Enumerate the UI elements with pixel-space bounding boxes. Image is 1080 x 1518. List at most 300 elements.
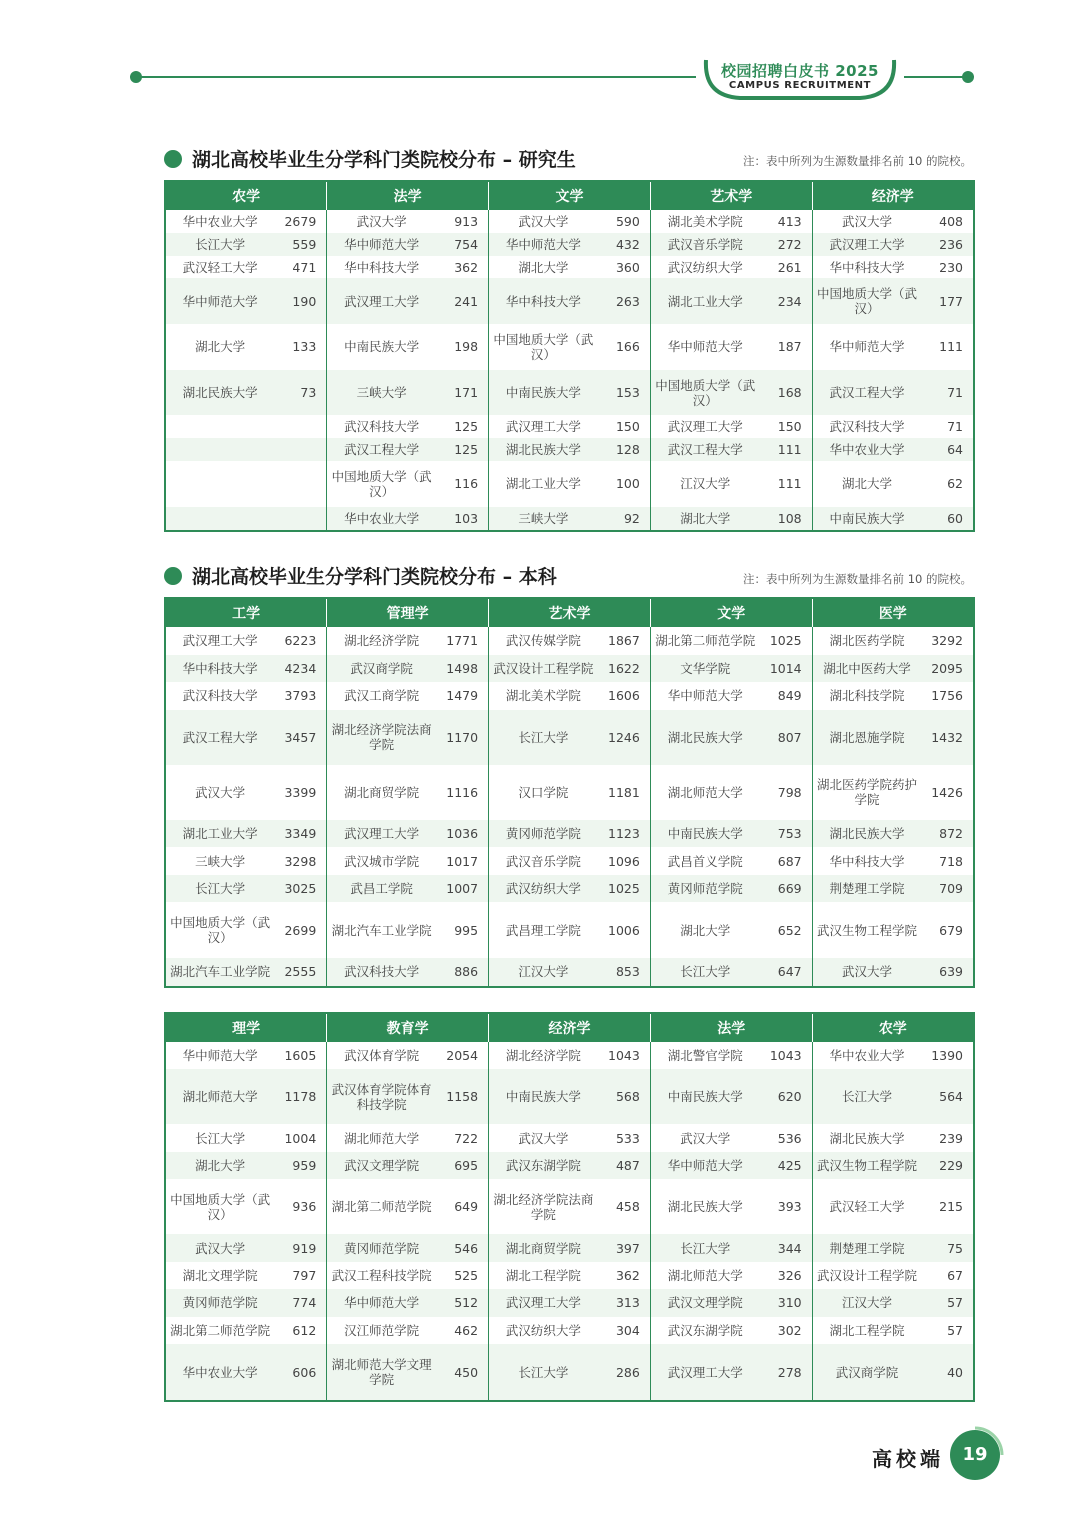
student-count: 695 — [436, 1152, 489, 1179]
school-name: 中南民族大学 — [650, 820, 759, 848]
school-name: 湖北经济学院 — [344, 633, 420, 649]
student-count: 1178 — [274, 1069, 327, 1124]
student-count: 304 — [598, 1317, 651, 1344]
student-count: 190 — [274, 278, 327, 324]
column-header: 农学 — [812, 1013, 974, 1042]
student-count: 1181 — [598, 765, 651, 820]
school-name: 湖北医药学院药护学院 — [816, 777, 917, 808]
table-row — [165, 627, 974, 655]
school-name: 武汉商学院 — [812, 1344, 921, 1401]
student-count: 872 — [921, 820, 974, 848]
school-name: 湖北师范大学 — [667, 1267, 743, 1283]
school-name: 华中师范大学 — [489, 233, 598, 256]
student-count: 60 — [921, 507, 974, 531]
school-name: 湖北工业大学 — [505, 476, 581, 492]
school-name: 长江大学 — [650, 1234, 759, 1261]
school-name: 湖北第二师范学院 — [331, 1199, 432, 1215]
student-count: 360 — [598, 256, 651, 279]
student-count: 302 — [760, 1317, 813, 1344]
student-count: 2555 — [274, 958, 327, 987]
school-name: 三峡大学 — [489, 507, 598, 531]
table-row — [165, 1124, 974, 1151]
table-row — [165, 820, 974, 848]
school-name: 武汉科技大学 — [829, 419, 905, 435]
student-count: 187 — [760, 324, 813, 370]
school-name: 华中科技大学 — [165, 655, 274, 683]
student-count: 1007 — [436, 875, 489, 903]
column-header: 农学 — [165, 181, 327, 210]
header-rule-right — [904, 76, 966, 78]
student-count: 3349 — [274, 820, 327, 848]
school-name: 华中科技大学 — [829, 853, 905, 869]
school-name: 中国地质大学（武汉） — [331, 468, 432, 499]
school-name: 中南民族大学 — [650, 1069, 759, 1124]
student-count: 913 — [436, 210, 489, 233]
school-name: 武汉文理学院 — [650, 1289, 759, 1316]
student-count: 936 — [274, 1179, 327, 1234]
student-count: 853 — [598, 958, 651, 987]
header-right-dot — [962, 71, 974, 83]
school-name: 汉口学院 — [518, 784, 569, 800]
table-row — [165, 875, 974, 903]
student-count: 393 — [760, 1179, 813, 1234]
school-name: 武昌首义学院 — [667, 853, 743, 869]
student-count: 3025 — [274, 875, 327, 903]
student-count: 1017 — [436, 847, 489, 875]
school-name: 武汉音乐学院 — [505, 853, 581, 869]
student-count: 236 — [921, 233, 974, 256]
student-count: 1043 — [760, 1042, 813, 1069]
student-count: 103 — [436, 507, 489, 531]
school-name: 华中师范大学 — [327, 233, 436, 256]
school-name: 湖北民族大学 — [812, 820, 921, 848]
school-name: 武汉文理学院 — [327, 1152, 436, 1179]
school-name: 湖北商贸学院 — [344, 784, 420, 800]
student-count: 241 — [436, 278, 489, 324]
student-count: 234 — [760, 278, 813, 324]
table-row — [165, 233, 974, 256]
school-name: 武汉理工大学 — [327, 820, 436, 848]
student-count: 4234 — [274, 655, 327, 683]
school-name: 华中科技大学 — [829, 259, 905, 275]
school-name: 武汉理工大学 — [667, 419, 743, 435]
school-name: 中南民族大学 — [489, 370, 598, 416]
student-count: 669 — [760, 875, 813, 903]
student-count: 92 — [598, 507, 651, 531]
student-count: 652 — [760, 902, 813, 957]
student-count: 3457 — [274, 710, 327, 765]
student-count: 3298 — [274, 847, 327, 875]
school-name: 武汉大学 — [680, 1130, 731, 1146]
school-name: 长江大学 — [650, 958, 759, 987]
school-name — [165, 461, 274, 507]
student-count — [274, 461, 327, 507]
table-row — [165, 1042, 974, 1069]
school-name: 湖北美术学院 — [667, 213, 743, 229]
school-name: 武汉轻工大学 — [182, 259, 258, 275]
school-name: 中南民族大学 — [812, 507, 921, 531]
student-count: 512 — [436, 1289, 489, 1316]
student-count: 639 — [921, 958, 974, 987]
student-count: 450 — [436, 1344, 489, 1401]
table-row — [165, 461, 974, 507]
student-count: 1158 — [436, 1069, 489, 1124]
student-count: 1479 — [436, 682, 489, 710]
table-row — [165, 765, 974, 820]
table-row — [165, 1179, 974, 1234]
student-count: 620 — [760, 1069, 813, 1124]
school-name: 中国地质大学（武汉） — [650, 370, 759, 416]
school-name: 湖北工程学院 — [829, 1322, 905, 1338]
student-count: 647 — [760, 958, 813, 987]
student-count: 40 — [921, 1344, 974, 1401]
student-count: 408 — [939, 213, 963, 229]
school-name: 湖北民族大学 — [829, 1130, 905, 1146]
school-name: 湖北师范大学 — [165, 1069, 274, 1124]
student-count: 64 — [921, 438, 974, 461]
student-count — [274, 507, 327, 531]
student-count: 261 — [760, 256, 813, 279]
table-row — [165, 370, 974, 416]
student-count: 718 — [939, 853, 963, 869]
school-name: 湖北大学 — [841, 476, 892, 492]
brand-logo — [700, 56, 900, 100]
student-count: 229 — [921, 1152, 974, 1179]
school-name: 黄冈师范学院 — [327, 1234, 436, 1261]
school-name: 湖北工业大学 — [165, 820, 274, 848]
school-name: 湖北大学 — [518, 259, 569, 275]
student-count: 362 — [598, 1262, 651, 1289]
school-name: 湖北汽车工业学院 — [331, 922, 432, 938]
student-count: 687 — [760, 847, 813, 875]
student-count: 326 — [760, 1262, 813, 1289]
school-name: 武汉设计工程学院 — [489, 655, 598, 683]
table-header-row — [165, 181, 974, 210]
school-name: 湖北民族大学 — [165, 370, 274, 416]
school-name: 武汉理工大学 — [812, 233, 921, 256]
table-row — [165, 278, 974, 324]
student-count: 1606 — [598, 682, 651, 710]
school-name: 湖北第二师范学院 — [655, 633, 756, 649]
school-name: 武汉音乐学院 — [650, 233, 759, 256]
student-count: 774 — [274, 1289, 327, 1316]
school-name: 武汉纺织大学 — [489, 875, 598, 903]
school-name: 武汉纺织大学 — [505, 1322, 581, 1338]
undergraduate-table-1 — [164, 597, 975, 988]
page-number: 19 — [950, 1430, 1000, 1480]
footer-label: 高校端 — [872, 1447, 944, 1471]
school-name: 华中师范大学 — [327, 1289, 436, 1316]
student-count: 1025 — [760, 627, 813, 655]
school-name: 武汉纺织大学 — [667, 259, 743, 275]
school-name: 武汉工程大学 — [812, 370, 921, 416]
school-name: 华中农业大学 — [829, 1048, 905, 1064]
school-name: 武汉生物工程学院 — [816, 922, 917, 938]
school-name: 湖北经济学院法商学院 — [327, 710, 436, 765]
student-count: 71 — [947, 419, 963, 435]
student-count: 1170 — [436, 710, 489, 765]
student-count: 3399 — [274, 765, 327, 820]
school-name: 武汉大学 — [356, 213, 407, 229]
school-name: 黄冈师范学院 — [165, 1289, 274, 1316]
school-name: 中国地质大学（武汉） — [170, 1191, 271, 1222]
school-name: 武汉工程科技学院 — [331, 1267, 432, 1283]
student-count — [274, 438, 327, 461]
school-name: 华中农业大学 — [182, 213, 258, 229]
student-count: 116 — [436, 461, 489, 507]
section-title-undergraduate: 湖北高校毕业生分学科门类院校分布 – 本科 — [164, 562, 557, 589]
student-count: 111 — [760, 461, 813, 507]
school-name: 武汉工程大学 — [165, 710, 274, 765]
student-count: 568 — [598, 1069, 651, 1124]
student-count: 362 — [436, 256, 489, 279]
student-count: 75 — [921, 1234, 974, 1261]
student-count: 168 — [760, 370, 813, 416]
school-name: 湖北民族大学 — [650, 710, 759, 765]
section-note-undergraduate: 注：表中所列为生源数量排名前 10 的院校。 — [743, 572, 972, 586]
student-count: 1390 — [931, 1048, 963, 1064]
student-count: 679 — [939, 922, 963, 938]
school-name: 武昌理工学院 — [505, 922, 581, 938]
school-name: 武汉体育学院体育科技学院 — [327, 1069, 436, 1124]
student-count: 559 — [274, 233, 327, 256]
student-count: 1498 — [436, 655, 489, 683]
student-count: 272 — [760, 233, 813, 256]
student-count: 564 — [921, 1069, 974, 1124]
header-rule-left — [140, 76, 696, 78]
school-name: 武汉科技大学 — [327, 958, 436, 987]
school-name: 湖北警官学院 — [667, 1048, 743, 1064]
student-count: 215 — [939, 1199, 963, 1215]
school-name: 中南民族大学 — [344, 339, 420, 355]
school-name: 武汉工程大学 — [327, 438, 436, 461]
school-name: 湖北师范大学文理学院 — [327, 1344, 436, 1401]
school-name: 华中农业大学 — [327, 507, 436, 531]
school-name: 黄冈师范学院 — [650, 875, 759, 903]
graduate-table — [164, 180, 975, 532]
column-header: 艺术学 — [650, 181, 812, 210]
table-row — [165, 847, 974, 875]
school-name: 长江大学 — [195, 1130, 246, 1146]
school-name: 江汉大学 — [680, 476, 731, 492]
column-header: 经济学 — [812, 181, 974, 210]
student-count: 67 — [947, 1267, 963, 1283]
student-count: 753 — [760, 820, 813, 848]
table-row — [165, 210, 974, 233]
school-name: 武汉理工大学 — [505, 419, 581, 435]
school-name: 中国地质大学（武汉） — [493, 331, 594, 362]
school-name: 湖北科技学院 — [829, 688, 905, 704]
student-count: 125 — [436, 415, 489, 438]
school-name: 武汉大学 — [812, 958, 921, 987]
column-header: 工学 — [165, 598, 327, 627]
student-count: 125 — [436, 438, 489, 461]
student-count: 73 — [274, 370, 327, 416]
school-name: 武汉体育学院 — [344, 1048, 420, 1064]
school-name: 湖北医药学院 — [829, 633, 905, 649]
column-header: 医学 — [812, 598, 974, 627]
school-name: 武汉城市学院 — [344, 853, 420, 869]
student-count: 533 — [598, 1124, 651, 1151]
school-name: 武汉轻工大学 — [829, 1199, 905, 1215]
student-count: 413 — [760, 210, 813, 233]
school-name: 湖北汽车工业学院 — [165, 958, 274, 987]
student-count: 425 — [760, 1152, 813, 1179]
school-name: 湖北大学 — [680, 922, 731, 938]
student-count: 344 — [760, 1234, 813, 1261]
table-row — [165, 1317, 974, 1344]
school-name: 武汉大学 — [165, 1234, 274, 1261]
student-count: 1096 — [598, 847, 651, 875]
school-name: 武汉理工大学 — [489, 1289, 598, 1316]
school-name: 湖北师范大学 — [344, 1130, 420, 1146]
student-count: 471 — [274, 256, 327, 279]
student-count: 798 — [760, 765, 813, 820]
column-header: 理学 — [165, 1013, 327, 1042]
school-name: 华中师范大学 — [667, 688, 743, 704]
student-count: 462 — [436, 1317, 489, 1344]
student-count: 171 — [436, 370, 489, 416]
student-count: 536 — [760, 1124, 813, 1151]
school-name: 武汉传媒学院 — [505, 633, 581, 649]
table-row — [165, 958, 974, 987]
student-count: 649 — [436, 1179, 489, 1234]
student-count: 108 — [760, 507, 813, 531]
school-name: 武汉设计工程学院 — [816, 1267, 917, 1283]
student-count: 995 — [436, 902, 489, 957]
student-count: 62 — [947, 476, 963, 492]
school-name: 湖北大学 — [195, 339, 246, 355]
school-name: 长江大学 — [165, 233, 274, 256]
student-count: 797 — [274, 1262, 327, 1289]
student-count: 807 — [760, 710, 813, 765]
student-count: 111 — [760, 438, 813, 461]
school-name: 湖北民族大学 — [489, 438, 598, 461]
column-header: 法学 — [650, 1013, 812, 1042]
school-name: 湖北第二师范学院 — [170, 1322, 271, 1338]
school-name: 武汉东湖学院 — [667, 1322, 743, 1338]
student-count: 286 — [598, 1344, 651, 1401]
bullet-icon — [164, 567, 182, 585]
student-count: 1867 — [598, 627, 651, 655]
school-name: 华中师范大学 — [829, 339, 905, 355]
student-count: 133 — [274, 324, 327, 370]
brand-title-en: CAMPUS RECRUITMENT — [728, 80, 872, 91]
school-name: 文华学院 — [650, 655, 759, 683]
school-name: 华中师范大学 — [667, 339, 743, 355]
student-count: 754 — [436, 233, 489, 256]
brand-title-cn: 校园招聘白皮书 2025 — [721, 62, 879, 80]
school-name: 长江大学 — [489, 1344, 598, 1401]
student-count: 128 — [598, 438, 651, 461]
school-name: 武汉大学 — [195, 784, 246, 800]
student-count: 525 — [436, 1262, 489, 1289]
school-name: 长江大学 — [489, 710, 598, 765]
column-header: 文学 — [489, 181, 651, 210]
student-count: 959 — [274, 1152, 327, 1179]
student-count: 709 — [921, 875, 974, 903]
student-count: 722 — [436, 1124, 489, 1151]
student-count: 1123 — [598, 820, 651, 848]
school-name: 武汉工程大学 — [650, 438, 759, 461]
school-name: 湖北大学 — [650, 507, 759, 531]
student-count: 432 — [598, 233, 651, 256]
student-count: 886 — [436, 958, 489, 987]
student-count: 150 — [598, 415, 651, 438]
student-count: 1036 — [436, 820, 489, 848]
student-count: 57 — [921, 1289, 974, 1316]
student-count: 278 — [760, 1344, 813, 1401]
table-row — [165, 507, 974, 531]
student-count: 2679 — [274, 210, 327, 233]
school-name — [165, 507, 274, 531]
school-name: 华中科技大学 — [344, 259, 420, 275]
student-count: 263 — [598, 278, 651, 324]
school-name: 武汉大学 — [518, 213, 569, 229]
school-name: 长江大学 — [165, 875, 274, 903]
school-name: 华中师范大学 — [182, 1048, 258, 1064]
school-name: 华中科技大学 — [489, 278, 598, 324]
table-header-row — [165, 1013, 974, 1042]
student-count: 3793 — [274, 682, 327, 710]
student-count: 1116 — [436, 765, 489, 820]
school-name: 湖北大学 — [165, 1152, 274, 1179]
column-header: 文学 — [650, 598, 812, 627]
student-count: 1432 — [921, 710, 974, 765]
student-count: 2095 — [921, 655, 974, 683]
table-row — [165, 655, 974, 683]
school-name: 江汉大学 — [489, 958, 598, 987]
student-count: 153 — [598, 370, 651, 416]
student-count: 1006 — [598, 902, 651, 957]
school-name: 荆楚理工学院 — [812, 1234, 921, 1261]
bullet-icon — [164, 150, 182, 168]
student-count: 1043 — [598, 1042, 651, 1069]
school-name: 湖北美术学院 — [505, 688, 581, 704]
school-name: 武汉东湖学院 — [489, 1152, 598, 1179]
student-count: 1025 — [598, 875, 651, 903]
student-count: 1426 — [931, 784, 963, 800]
table-row — [165, 1262, 974, 1289]
school-name: 武汉理工大学 — [327, 278, 436, 324]
school-name: 中南民族大学 — [489, 1069, 598, 1124]
student-count: 166 — [598, 324, 651, 370]
table-row — [165, 710, 974, 765]
school-name: 中国地质大学（武汉） — [812, 278, 921, 324]
table-row — [165, 324, 974, 370]
school-name: 武汉生物工程学院 — [812, 1152, 921, 1179]
school-name: 华中农业大学 — [812, 438, 921, 461]
student-count: 230 — [939, 259, 963, 275]
school-name: 华中师范大学 — [165, 278, 274, 324]
table-header-row — [165, 598, 974, 627]
undergraduate-table-2 — [164, 1012, 975, 1402]
school-name: 武昌工学院 — [327, 875, 436, 903]
table-row — [165, 1234, 974, 1261]
student-count: 546 — [436, 1234, 489, 1261]
school-name: 三峡大学 — [195, 853, 246, 869]
school-name: 武汉理工大学 — [182, 633, 258, 649]
student-count: 397 — [598, 1234, 651, 1261]
school-name: 荆楚理工学院 — [812, 875, 921, 903]
student-count: 1756 — [931, 688, 963, 704]
student-count: 849 — [760, 682, 813, 710]
student-count: 458 — [598, 1179, 651, 1234]
school-name: 湖北工业大学 — [650, 278, 759, 324]
student-count: 1014 — [760, 655, 813, 683]
student-count: 1622 — [598, 655, 651, 683]
school-name: 武汉理工大学 — [650, 1344, 759, 1401]
